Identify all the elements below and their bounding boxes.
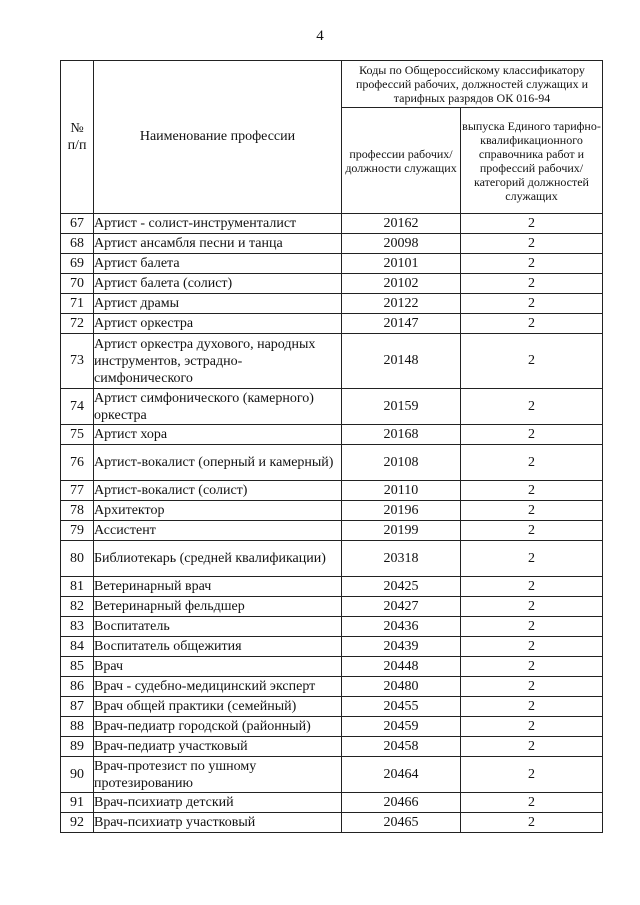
table-row [61, 793, 603, 813]
profession-code: 20464 [342, 757, 461, 793]
header-no: № п/п [61, 61, 94, 214]
row-number: 84 [61, 637, 94, 657]
profession-code: 20108 [342, 445, 461, 481]
table-row [61, 389, 603, 425]
profession-name: Врач - судебно-медицинский эксперт [94, 677, 342, 697]
table-row [61, 501, 603, 521]
table-row [61, 697, 603, 717]
row-number: 82 [61, 597, 94, 617]
profession-code: 20466 [342, 793, 461, 813]
row-number: 87 [61, 697, 94, 717]
profession-name: Врач [94, 657, 342, 677]
edition-number: 2 [461, 214, 603, 234]
edition-number: 2 [461, 334, 603, 389]
edition-number: 2 [461, 793, 603, 813]
profession-code: 20147 [342, 314, 461, 334]
profession-name: Врач общей практики (семейный) [94, 697, 342, 717]
profession-code: 20110 [342, 481, 461, 501]
table-row [61, 657, 603, 677]
row-number: 88 [61, 717, 94, 737]
table-row [61, 541, 603, 577]
table-row [61, 757, 603, 793]
edition-number: 2 [461, 677, 603, 697]
profession-name: Артист балета [94, 254, 342, 274]
profession-code: 20436 [342, 617, 461, 637]
table-row [61, 637, 603, 657]
profession-code: 20102 [342, 274, 461, 294]
profession-code: 20159 [342, 389, 461, 425]
row-number: 75 [61, 425, 94, 445]
profession-code: 20199 [342, 521, 461, 541]
profession-code: 20101 [342, 254, 461, 274]
row-number: 89 [61, 737, 94, 757]
edition-number: 2 [461, 254, 603, 274]
profession-code: 20148 [342, 334, 461, 389]
profession-code: 20459 [342, 717, 461, 737]
profession-code: 20458 [342, 737, 461, 757]
row-number: 83 [61, 617, 94, 637]
edition-number: 2 [461, 274, 603, 294]
table-row [61, 577, 603, 597]
profession-name: Артист драмы [94, 294, 342, 314]
profession-code: 20425 [342, 577, 461, 597]
edition-number: 2 [461, 637, 603, 657]
edition-number: 2 [461, 389, 603, 425]
profession-name: Артист-вокалист (оперный и камерный) [94, 445, 342, 481]
profession-code: 20455 [342, 697, 461, 717]
row-number: 78 [61, 501, 94, 521]
edition-number: 2 [461, 501, 603, 521]
profession-name: Архитектор [94, 501, 342, 521]
row-number: 81 [61, 577, 94, 597]
header-codes: Коды по Общероссийскому классификатору профессий рабочих, должностей служащих и тарифных разрядов ОК 016-94 [342, 61, 603, 108]
table-row [61, 717, 603, 737]
profession-name: Врач-протезист по ушному протезированию [94, 757, 342, 793]
profession-name: Врач-педиатр участковый [94, 737, 342, 757]
row-number: 69 [61, 254, 94, 274]
profession-name: Воспитатель общежития [94, 637, 342, 657]
profession-code: 20098 [342, 234, 461, 254]
table-row [61, 481, 603, 501]
table-row [61, 597, 603, 617]
profession-code: 20480 [342, 677, 461, 697]
row-number: 74 [61, 389, 94, 425]
row-number: 90 [61, 757, 94, 793]
table-row [61, 314, 603, 334]
table-row [61, 617, 603, 637]
profession-code: 20448 [342, 657, 461, 677]
profession-code: 20162 [342, 214, 461, 234]
row-number: 71 [61, 294, 94, 314]
profession-code: 20427 [342, 597, 461, 617]
profession-name: Артист хора [94, 425, 342, 445]
edition-number: 2 [461, 481, 603, 501]
edition-number: 2 [461, 425, 603, 445]
edition-number: 2 [461, 757, 603, 793]
profession-code: 20318 [342, 541, 461, 577]
profession-name: Ветеринарный врач [94, 577, 342, 597]
row-number: 92 [61, 813, 94, 833]
edition-number: 2 [461, 541, 603, 577]
row-number: 67 [61, 214, 94, 234]
table-row [61, 521, 603, 541]
table-row [61, 677, 603, 697]
profession-code: 20168 [342, 425, 461, 445]
profession-code: 20196 [342, 501, 461, 521]
profession-name: Артист симфонического (камерного) оркестра [94, 389, 342, 425]
profession-name: Ветеринарный фельдшер [94, 597, 342, 617]
profession-name: Врач-психиатр детский [94, 793, 342, 813]
row-number: 91 [61, 793, 94, 813]
header-code-column: профессии рабочих/ должности служащих [342, 108, 461, 214]
edition-number: 2 [461, 813, 603, 833]
row-number: 73 [61, 334, 94, 389]
table-row [61, 274, 603, 294]
edition-number: 2 [461, 234, 603, 254]
profession-name: Ассистент [94, 521, 342, 541]
table-row [61, 334, 603, 389]
edition-number: 2 [461, 717, 603, 737]
profession-name: Артист - солист-инструменталист [94, 214, 342, 234]
profession-name: Воспитатель [94, 617, 342, 637]
row-number: 68 [61, 234, 94, 254]
header-edition-column: выпуска Единого тарифно-квалификационного справочника работ и профессий рабочих/категорий должностей служащих [461, 108, 603, 214]
professions-table [60, 60, 603, 833]
profession-name: Врач-психиатр участковый [94, 813, 342, 833]
edition-number: 2 [461, 577, 603, 597]
edition-number: 2 [461, 597, 603, 617]
row-number: 70 [61, 274, 94, 294]
table-row [61, 294, 603, 314]
edition-number: 2 [461, 294, 603, 314]
profession-code: 20465 [342, 813, 461, 833]
profession-name: Артист-вокалист (солист) [94, 481, 342, 501]
profession-name: Артист оркестра духового, народных инструментов, эстрадно-симфонического [94, 334, 342, 389]
edition-number: 2 [461, 737, 603, 757]
table-row [61, 254, 603, 274]
edition-number: 2 [461, 521, 603, 541]
table-body [61, 214, 603, 833]
table-row [61, 445, 603, 481]
edition-number: 2 [461, 445, 603, 481]
table-row [61, 425, 603, 445]
row-number: 80 [61, 541, 94, 577]
row-number: 77 [61, 481, 94, 501]
row-number: 85 [61, 657, 94, 677]
page-number: 4 [316, 28, 324, 44]
profession-name: Артист балета (солист) [94, 274, 342, 294]
edition-number: 2 [461, 697, 603, 717]
edition-number: 2 [461, 657, 603, 677]
table-row [61, 214, 603, 234]
profession-code: 20439 [342, 637, 461, 657]
header-name: Наименование профессии [94, 61, 342, 214]
row-number: 79 [61, 521, 94, 541]
edition-number: 2 [461, 617, 603, 637]
row-number: 72 [61, 314, 94, 334]
profession-code: 20122 [342, 294, 461, 314]
row-number: 76 [61, 445, 94, 481]
profession-name: Артист ансамбля песни и танца [94, 234, 342, 254]
table-row [61, 234, 603, 254]
profession-name: Библиотекарь (средней квалификации) [94, 541, 342, 577]
profession-name: Врач-педиатр городской (районный) [94, 717, 342, 737]
table-row [61, 737, 603, 757]
table-row [61, 813, 603, 833]
edition-number: 2 [461, 314, 603, 334]
row-number: 86 [61, 677, 94, 697]
profession-name: Артист оркестра [94, 314, 342, 334]
